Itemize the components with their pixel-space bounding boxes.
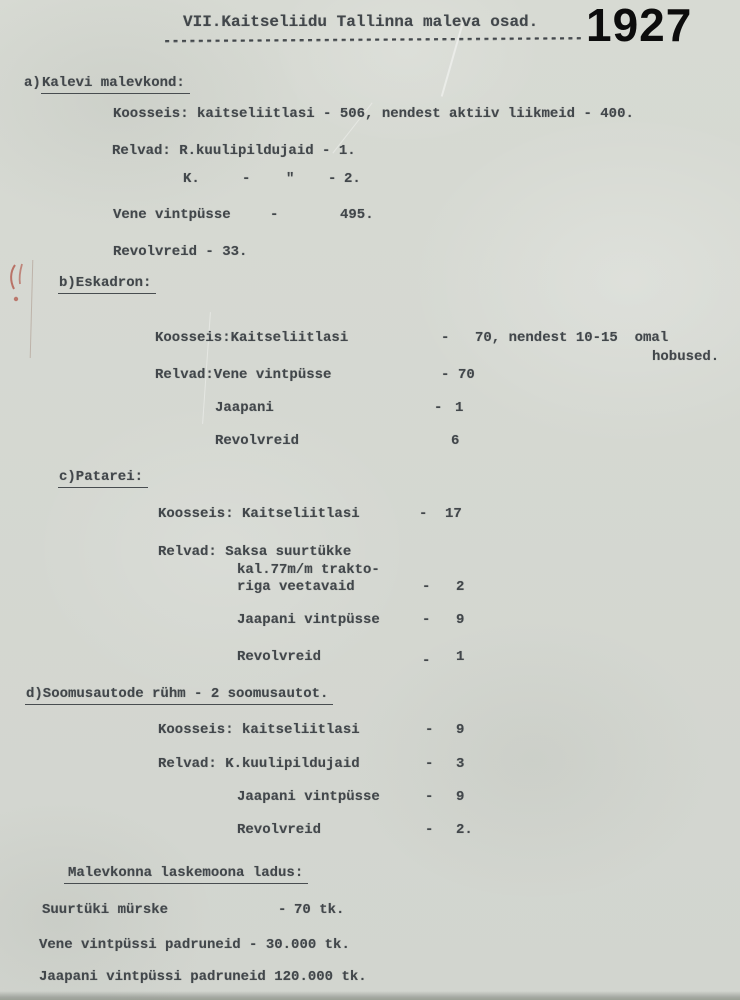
ditto-row-dash: - — [328, 171, 337, 187]
section-a-revolver-line: Revolvreid - 33. — [113, 244, 248, 260]
section-c-row — [0, 579, 740, 597]
row-separator: - — [422, 653, 431, 669]
row-separator: - — [422, 612, 431, 628]
row-label: Relvad: K.kuulipildujaid — [158, 756, 360, 772]
ditto-mark: " — [286, 171, 295, 187]
section-c-row — [0, 506, 740, 524]
row-label: riga veetavaid — [237, 579, 355, 595]
row-label: kal.77m/m trakto- — [237, 562, 380, 578]
section-b-row — [0, 433, 740, 451]
section-a-relvad-line: Relvad: R.kuulipildujaid - 1. — [112, 143, 356, 159]
section-a-rifle-row — [0, 207, 740, 225]
row-label: Relvad: Saksa suurtükke — [158, 544, 352, 560]
section-c-row — [0, 649, 740, 667]
section-d-row — [0, 789, 740, 807]
section-d-row — [0, 722, 740, 740]
year-stamp: 1927 — [586, 0, 693, 51]
section-c-row — [0, 544, 740, 562]
section-d-row — [0, 756, 740, 774]
row-separator: - — [425, 822, 434, 838]
row-label: Jaapani vintpüsse — [237, 612, 380, 628]
row-separator: - — [425, 722, 434, 738]
ammo-depot-heading: Malevkonna laskemoona ladus: — [64, 865, 308, 884]
row-value: 2. — [456, 822, 473, 838]
row-label: Suurtüki mürske — [42, 902, 169, 918]
row-separator: - — [425, 789, 434, 805]
ditto-row-value: 2. — [344, 171, 361, 187]
section-a-heading-prefix: a) — [24, 75, 41, 91]
title-underline-dashes: -------------------------------------------------- — [162, 30, 584, 50]
ditto-row-label: K. — [183, 171, 200, 187]
row-value: 9 — [456, 612, 465, 628]
row-separator: - — [419, 506, 428, 522]
row-value: 1 — [455, 400, 464, 416]
row-value: 70 tk. — [294, 902, 345, 918]
section-d-heading: d)Soomusautode rühm - 2 soomusautot. — [25, 686, 333, 705]
row-separator: - — [278, 902, 287, 918]
row-label: Revolvreid — [237, 822, 322, 838]
section-a-heading-text: Kalevi malevkond: — [41, 75, 190, 94]
section-a-heading — [0, 75, 740, 93]
row-label: Revolvreid — [215, 433, 300, 449]
row-label: Koosseis:Kaitseliitlasi — [155, 330, 349, 346]
ammo-depot-line: Jaapani vintpüssi padruneid 120.000 tk. — [39, 969, 367, 985]
row-label: Relvad:Vene vintpüsse — [155, 367, 332, 383]
row-value: 70 — [458, 367, 475, 383]
section-c-row — [0, 562, 740, 580]
section-b-heading: b)Eskadron: — [58, 275, 156, 294]
row-label: Koosseis: kaitseliitlasi — [158, 722, 360, 738]
row-separator: - — [434, 400, 443, 416]
ammo-depot-line: Vene vintpüssi padruneid - 30.000 tk. — [39, 937, 350, 953]
row-separator: - — [441, 330, 450, 346]
section-b-row — [0, 400, 740, 418]
row-label: Vene vintpüsse — [113, 207, 231, 223]
row-value: 2 — [456, 579, 465, 595]
row-label: Koosseis: Kaitseliitlasi — [158, 506, 360, 522]
row-value: 9 — [456, 789, 465, 805]
ditto-row-dash: - — [242, 171, 251, 187]
section-b-row — [0, 330, 740, 348]
row-value: 495. — [340, 207, 374, 223]
row-value: 3 — [456, 756, 465, 772]
row-label: Jaapani vintpüsse — [237, 789, 380, 805]
row-value: 6 — [451, 433, 460, 449]
row-separator: - — [422, 579, 431, 595]
document-title: VII.Kaitseliidu Tallinna maleva osad. — [183, 13, 539, 31]
row-value: 70, nendest 10-15 omal — [475, 330, 669, 346]
row-value: 17 — [445, 506, 462, 522]
row-separator: - — [270, 207, 279, 223]
row-label: Jaapani — [215, 400, 274, 416]
section-c-heading: c)Patarei: — [58, 469, 148, 488]
section-c-row — [0, 612, 740, 630]
row-separator: - — [441, 367, 450, 383]
ammo-depot-row — [0, 902, 740, 920]
section-a-koosseis-line: Koosseis: kaitseliitlasi - 506, nendest aktiiv liikmeid - 400. — [113, 106, 634, 122]
section-b-continuation: hobused. — [652, 349, 720, 365]
section-d-row — [0, 822, 740, 840]
row-separator: - — [425, 756, 434, 772]
row-value: 9 — [456, 722, 465, 738]
row-value: 1 — [456, 649, 465, 665]
section-a-ditto-row — [0, 171, 740, 189]
row-label: Revolvreid — [237, 649, 322, 665]
section-b-row — [0, 367, 740, 385]
